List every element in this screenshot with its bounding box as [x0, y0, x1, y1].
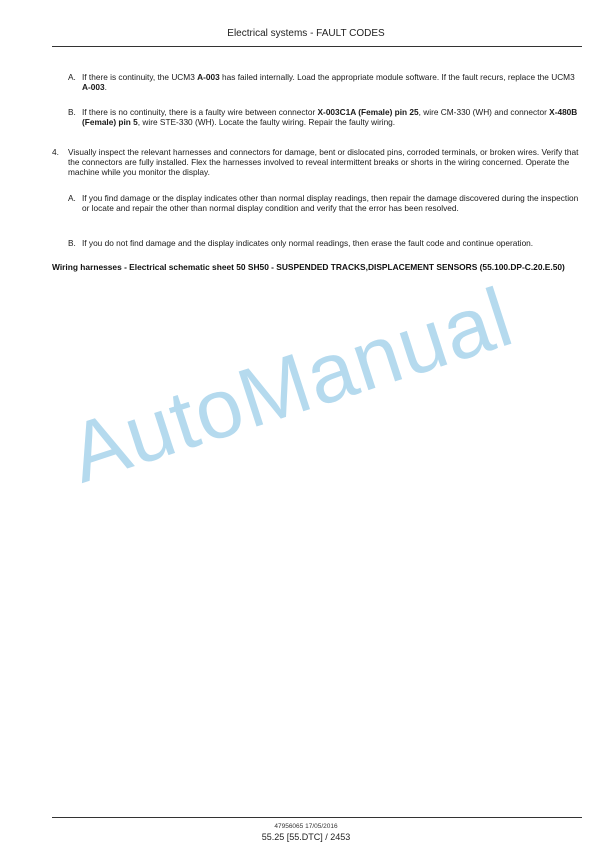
- document-id: 47956065 17/05/2016: [274, 823, 338, 830]
- list-item-text: [82, 72, 582, 92]
- text-run: , wire STE-330 (WH). Locate the faulty wiring. Repair the faulty wiring.: [137, 117, 396, 128]
- footer-divider: [52, 817, 582, 818]
- text-run: If you find damage or the display indicates other than normal display readings, then repair the damage discovered during the inspection or locate and repair the other than normal display condition and verify that the error has been resolved.: [82, 193, 579, 214]
- watermark-logo: AutoManual: [58, 269, 524, 501]
- bold-reference: X-480B (Female) pin 5: [82, 107, 578, 128]
- text-run: has failed internally. Load the appropriate module software. If the fault recurs, replace the UCM3: [219, 72, 575, 82]
- bold-reference: A-003: [197, 72, 220, 82]
- page-header: Electrical systems - FAULT CODES: [227, 28, 385, 39]
- header-divider: [52, 46, 582, 47]
- list-marker: 4.: [52, 147, 59, 157]
- list-marker: B.: [68, 238, 76, 248]
- list-item-text: [82, 107, 582, 127]
- list-item-text: [68, 147, 582, 178]
- wiring-reference-link[interactable]: Wiring harnesses - Electrical schematic sheet 50 SH50 - SUSPENDED TRACKS,DISPLACEMENT SENSORS (55.100.DP-C.20.E.50): [52, 262, 565, 272]
- text-run: If there is continuity, the UCM3: [82, 72, 198, 82]
- text-run: If you do not find damage and the display indicates only normal readings, then erase the fault code and continue operation.: [82, 238, 534, 248]
- list-item-text: [82, 238, 582, 248]
- text-run: , wire CM-330 (WH) and connector: [418, 107, 550, 117]
- text-run: .: [104, 82, 107, 93]
- list-marker: B.: [68, 107, 76, 117]
- bold-reference: X-003C1A (Female) pin 25: [317, 107, 419, 117]
- text-run: Visually inspect the relevant harnesses and connectors for damage, bent or dislocated pins, corroded terminals, or broken wires. Verify that the connectors are fully installed. Flex the harnesses involved to reveal intermittent breaks or shorts in the wiring concerned. Operate the machine while you monitor the display.: [68, 147, 579, 178]
- list-item-text: [82, 193, 582, 213]
- text-run: If there is no continuity, there is a faulty wire between connector: [82, 107, 318, 117]
- page-number: 55.25 [55.DTC] / 2453: [261, 832, 351, 842]
- list-marker: A.: [68, 193, 76, 203]
- bold-reference: A-003: [82, 82, 105, 93]
- list-marker: A.: [68, 72, 76, 82]
